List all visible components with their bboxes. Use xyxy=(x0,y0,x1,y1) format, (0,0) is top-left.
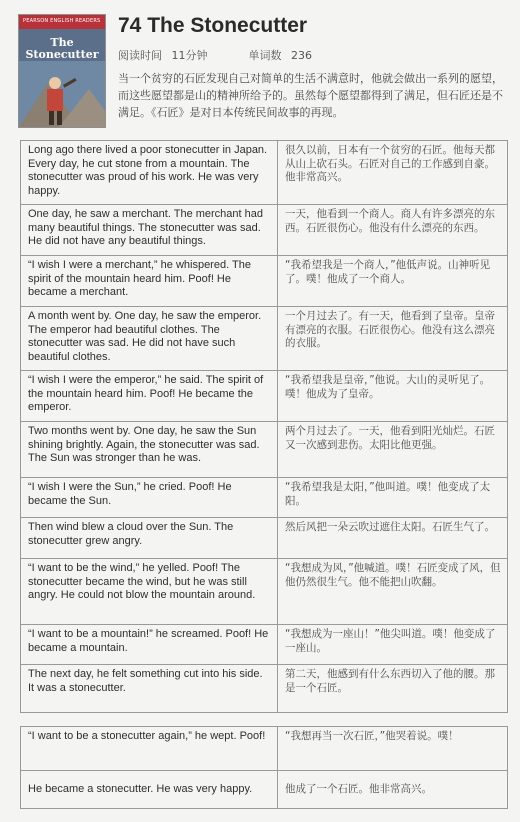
chinese-text: “我希望我是皇帝，”他说。大山的灵听见了。噗！他成为了皇帝。 xyxy=(278,371,508,422)
english-text: Long ago there lived a poor stonecutter in Japan. Every day, he cut stone from a mountain. The stonecutter was proud of his work. He was very happy. xyxy=(21,141,278,205)
chinese-text: 然后风把一朵云吹过遮住太阳。石匠生气了。 xyxy=(278,518,508,559)
story-summary: 当一个贫穷的石匠发现自己对简单的生活不满意时，他就会做出一系列的愿望，而这些愿望都是山的精神所给予的。虽然每个愿望都得到了满足，但石匠还是不满足。《石匠》是对日本传统民间故事的再现。 xyxy=(118,72,503,119)
table-row xyxy=(21,559,508,625)
english-text: The next day, he felt something cut into his side. It was a stonecutter. xyxy=(21,665,278,713)
chinese-text: “我想再当一次石匠，”他哭着说。噗！ xyxy=(278,727,508,771)
chinese-text: 他成了一个石匠。他非常高兴。 xyxy=(278,771,508,809)
story-title: 74 The Stonecutter xyxy=(118,14,308,37)
chinese-text: 一天，他看到一个商人。商人有许多漂亮的东西。石匠很伤心。他没有什么漂亮的东西。 xyxy=(278,205,508,256)
chinese-text: 很久以前，日本有一个贫穷的石匠。他每天都从山上砍石头。石匠对自己的工作感到自豪。他非常高兴。 xyxy=(278,141,508,205)
english-text: One day, he saw a merchant. The merchant had many beautiful things. The stonecutter was sad. He did not have any beautiful things. xyxy=(21,205,278,256)
english-text: He became a stonecutter. He was very happy. xyxy=(21,771,278,809)
english-text: “I want to be a stonecutter again,” he wept. Poof! xyxy=(21,727,278,771)
table-row xyxy=(21,307,508,371)
cover-title-line1: The xyxy=(50,36,74,49)
chinese-text: 一个月过去了。有一天，他看到了皇帝。皇帝有漂亮的衣服。石匠很伤心。他没有这么漂亮的衣服。 xyxy=(278,307,508,371)
english-text: Then wind blew a cloud over the Sun. The stonecutter grew angry. xyxy=(21,518,278,559)
english-text: “I wish I were the Sun,” he cried. Poof! He became the Sun. xyxy=(21,478,278,518)
chinese-text: 两个月过去了。一天，他看到阳光灿烂。石匠又一次感到悲伤。太阳比他更强。 xyxy=(278,422,508,478)
chinese-text: 第二天，他感到有什么东西切入了他的腰。那是一个石匠。 xyxy=(278,665,508,713)
book-cover-image xyxy=(18,14,106,128)
english-text: “I wish I were a merchant,” he whispered. The spirit of the mountain heard him. Poof! He became a merchant. xyxy=(21,256,278,307)
table-row xyxy=(21,205,508,256)
english-text: A month went by. One day, he saw the emperor. The emperor had beautiful clothes. The stonecutter was sad. He did not have such beautiful clothes. xyxy=(21,307,278,371)
table-row xyxy=(21,625,508,665)
table-row xyxy=(21,478,508,518)
bilingual-story-table xyxy=(20,140,508,713)
table-row xyxy=(21,518,508,559)
word-count-label: 单词数 xyxy=(248,49,282,62)
cover-series-label: PEARSON ENGLISH READERS xyxy=(23,18,101,24)
story-header xyxy=(0,0,520,140)
story-meta xyxy=(118,47,318,63)
reading-time-label: 阅读时间 xyxy=(118,49,162,62)
chinese-text: “我想成为一座山！”他尖叫道。噗！他变成了一座山。 xyxy=(278,625,508,665)
english-text: “I wish I were the emperor,” he said. The spirit of the mountain heard him. Poof! He became the emperor. xyxy=(21,371,278,422)
table-row xyxy=(21,256,508,307)
english-text: “I want to be a mountain!” he screamed. Poof! He became a mountain. xyxy=(21,625,278,665)
chinese-text: “我想成为风，”他喊道。噗！石匠变成了风，但他仍然很生气。他不能把山吹翻。 xyxy=(278,559,508,625)
table-row xyxy=(21,141,508,205)
english-text: “I want to be the wind,” he yelled. Poof! The stonecutter became the wind, but he was still angry. He could not blow the mountain around. xyxy=(21,559,278,625)
cover-title-line2: Stonecutter xyxy=(25,48,99,61)
table-row xyxy=(21,727,508,771)
table-row xyxy=(21,665,508,713)
chinese-text: “我希望我是太阳，”他叫道。噗！他变成了太阳。 xyxy=(278,478,508,518)
table-row xyxy=(21,771,508,809)
table-row xyxy=(21,371,508,422)
stonecutter-illustration-icon xyxy=(19,61,105,127)
reading-time-value: 11分钟 xyxy=(171,49,208,62)
english-text: Two months went by. One day, he saw the Sun shining brightly. Again, the stonecutter was sad. The Sun was stronger than he was. xyxy=(21,422,278,478)
word-count-value: 236 xyxy=(291,49,312,62)
table-row xyxy=(21,422,508,478)
cover-title xyxy=(19,37,105,61)
chinese-text: “我希望我是一个商人，”他低声说。山神听见了。噗！他成了一个商人。 xyxy=(278,256,508,307)
bilingual-story-table-ending xyxy=(20,726,508,809)
